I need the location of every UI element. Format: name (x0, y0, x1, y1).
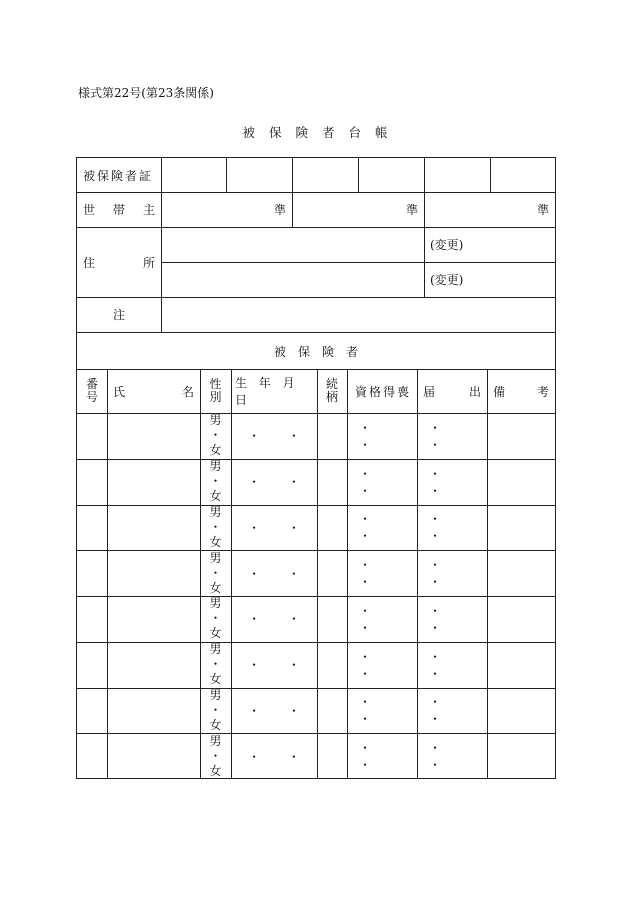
sex-option-female: 女 (209, 443, 222, 458)
report-cell: ・ ・ (429, 649, 454, 681)
sex-option-sep: ・ (209, 702, 222, 717)
header-name-2: 名 (181, 384, 194, 399)
sex-option-male: 男 (209, 596, 222, 611)
address-label (77, 227, 161, 297)
birthdate-cell: ・ ・ (248, 520, 312, 535)
header-relation-1: 続 (325, 377, 338, 391)
sex-option-female: 女 (209, 534, 222, 549)
header-relation-2: 柄 (325, 390, 338, 404)
sex-option-female: 女 (209, 580, 222, 595)
sex-cell (200, 413, 231, 459)
header-report-1: 届 (423, 384, 436, 399)
header-report-2: 出 (468, 384, 481, 399)
sex-option-male: 男 (209, 413, 222, 428)
sex-cell (200, 688, 231, 734)
sex-option-male: 男 (209, 459, 222, 474)
jun-mark: 準 (536, 203, 549, 217)
address-label-text: 住 所 (83, 255, 155, 270)
column-divider (226, 158, 227, 192)
sex-option-male: 男 (209, 733, 222, 748)
householder-label (77, 192, 161, 227)
change-mark: (変更) (430, 238, 464, 252)
column-divider (358, 158, 359, 192)
acquisition-loss-cell: ・ ・ (359, 512, 384, 544)
header-acquisition-loss: 資格得喪 (354, 384, 411, 399)
header-number-1: 番 (85, 377, 98, 391)
report-cell: ・ ・ (429, 695, 454, 727)
acquisition-loss-cell: ・ ・ (359, 603, 384, 635)
header-relation (317, 369, 347, 413)
sex-option-female: 女 (209, 489, 222, 504)
sex-option-male: 男 (209, 550, 222, 565)
sex-option-sep: ・ (209, 657, 222, 672)
header-remarks-1: 備 (493, 384, 506, 399)
birthdate-cell: ・ ・ (248, 612, 312, 627)
sex-option-female: 女 (209, 763, 222, 778)
report-cell: ・ ・ (429, 741, 454, 773)
report-cell: ・ ・ (429, 466, 454, 498)
sex-option-sep: ・ (209, 519, 222, 534)
sex-option-female: 女 (209, 626, 222, 641)
report-cell: ・ ・ (429, 603, 454, 635)
sex-option-sep: ・ (209, 565, 222, 580)
birthdate-cell: ・ ・ (248, 703, 312, 718)
sex-option-male: 男 (209, 687, 222, 702)
acquisition-loss-cell: ・ ・ (359, 649, 384, 681)
sex-cell (200, 459, 231, 505)
column-divider (487, 369, 488, 779)
sex-cell (200, 733, 231, 779)
section-title: 被保険者 (273, 344, 370, 359)
header-name (107, 369, 200, 413)
report-cell: ・ ・ (429, 558, 454, 590)
card-label: 被保険者証 (83, 168, 154, 183)
header-report (417, 369, 487, 413)
header-remarks-2: 考 (536, 384, 549, 399)
header-remarks (487, 369, 555, 413)
birthdate-cell: ・ ・ (248, 475, 312, 490)
sex-option-sep: ・ (209, 428, 222, 443)
acquisition-loss-cell: ・ ・ (359, 695, 384, 727)
document-title: 被保険者台帳 (242, 125, 402, 140)
sex-cell (200, 550, 231, 596)
sex-option-sep: ・ (209, 611, 222, 626)
jun-mark: 準 (405, 203, 418, 217)
sex-option-male: 男 (209, 504, 222, 519)
header-number (77, 369, 107, 413)
sex-cell (200, 642, 231, 688)
sex-cell (200, 596, 231, 642)
header-name-1: 氏 (113, 384, 126, 399)
acquisition-loss-cell: ・ ・ (359, 466, 384, 498)
change-mark: (変更) (430, 273, 464, 287)
birthdate-cell: ・ ・ (248, 429, 312, 444)
report-cell: ・ ・ (429, 512, 454, 544)
acquisition-loss-cell: ・ ・ (359, 558, 384, 590)
header-sex-2: 別 (209, 390, 222, 404)
acquisition-loss-cell: ・ ・ (359, 741, 384, 773)
column-divider (490, 158, 491, 192)
birthdate-cell: ・ ・ (248, 566, 312, 581)
birthdate-cell: ・ ・ (248, 658, 312, 673)
form-number-label: 様式第22号(第23条関係) (78, 86, 214, 100)
header-number-2: 号 (85, 390, 98, 404)
sex-option-male: 男 (209, 642, 222, 657)
sex-option-sep: ・ (209, 474, 222, 489)
header-sex (200, 369, 231, 413)
sex-option-female: 女 (209, 717, 222, 732)
sex-option-sep: ・ (209, 748, 222, 763)
birthdate-cell: ・ ・ (248, 749, 312, 764)
report-cell: ・ ・ (429, 420, 454, 452)
householder-label-text: 世 帯 主 (83, 203, 155, 217)
column-divider (161, 158, 162, 332)
column-divider (107, 369, 108, 779)
column-divider (424, 158, 425, 192)
column-divider (317, 369, 318, 779)
sex-cell (200, 505, 231, 551)
jun-mark: 準 (273, 203, 286, 217)
sex-option-female: 女 (209, 672, 222, 687)
household-info-table (76, 157, 556, 333)
acquisition-loss-cell: ・ ・ (359, 420, 384, 452)
header-sex-1: 性 (209, 377, 222, 391)
header-birthdate: 生 年 月 日 (235, 376, 299, 407)
column-divider (292, 158, 293, 192)
insured-persons-table (76, 333, 556, 779)
note-label: 注 (112, 308, 125, 322)
